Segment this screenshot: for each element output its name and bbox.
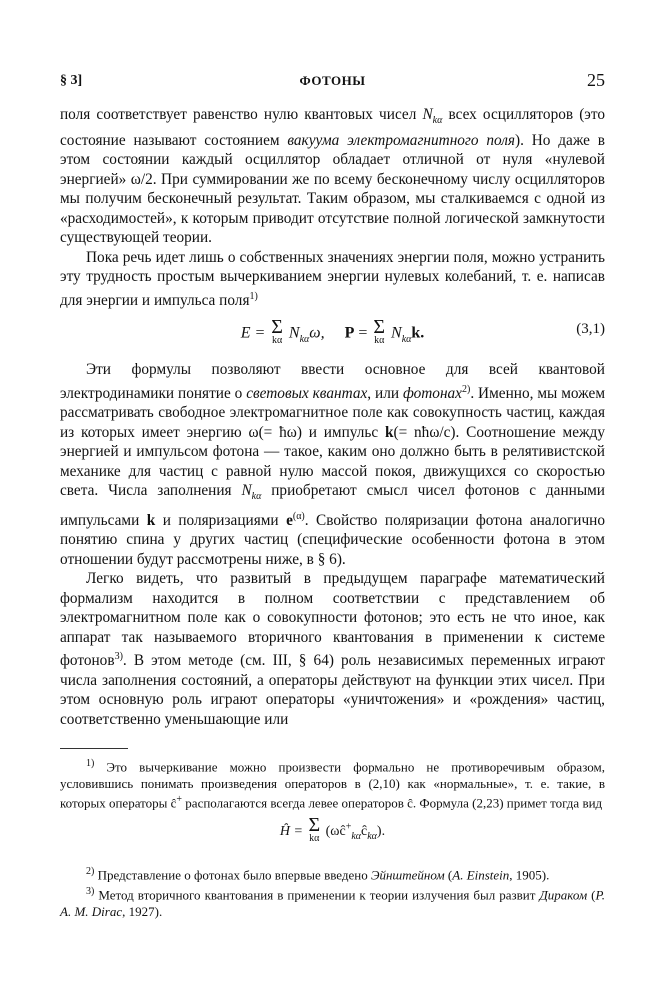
paragraph-4: Легко видеть, что развитый в предыдущем параграфе математический формализм находится в полном соответствии с представлением об электромагнитном поле как о совокупности фотонов; это есть не что иное, как аппарат так называемого вторичного квантования в применении к системе фотонов$^{3)}$. В этом методе (см. III, § 64) роль независимых переменных играют числа заполнения состояний, а операторы действуют на функции этих чисел. При этом основную роль играют операторы «уничтожения» и «рождения» частиц, соответственно уменьшающие или [60,570,605,728]
equation-body: E = Σ kα $N_{k\alpha}\omega$, P = Σ kα $N_{k\alpha}k$. [240,316,425,347]
page-number: 25 [587,70,605,90]
footnote-1-formula: Ĥ = Σ kα $(\omega ĉ^+_{k\alpha}ĉ_{k\alpha})$. [279,814,386,845]
paragraph-3: Эти формулы позволяют ввести основное для всей квантовой электродинамики понятие о световых квантах, или фотонах$^{2)}$. Именно, мы можем рассматривать свободное электромагнитное поле как совокупность частиц, каждая из которых имеет энергию ω(= ħω) и импульс k(= nħω/c). Соотношение между энергией и импульсом фотона — такое, каким оно должно быть в релятивистской механике для частиц с равной нулю массой покоя, движущихся со скоростью света. Числа заполнения $N_{k\alpha}$ приобретают смысл чисел фотонов с данными импульсами k и поляризациями $e^{(\alpha)}$. Свойство поляризации фотона аналогично понятию спина у других частиц (специфические особенности фотона в этом отношении будут рассмотрены ниже, в § 6). [60,361,605,568]
main-text [60,105,605,729]
section-marker: § 3] [60,73,83,88]
footnotes [60,756,605,920]
footnote-2: $^{2)}$ Представление о фотонах было впервые введено Эйнштейном (A. Einstein, 1905). [86,866,550,883]
sum-symbol: Σ kα [271,316,283,347]
running-header [60,70,605,94]
footnote-3: $^{3)}$ Метод вторичного квантования в применении к теории излучения был развит Дираком (P. A. M. Dirac, 1927). [60,885,605,919]
footnote-divider [60,748,128,749]
paragraph-2: Пока речь идет лишь о собственных значениях энергии поля, можно устранить эту трудность простым вычеркиванием энергии нулевых колебаний, т. е. написав для энергии и импульса поля$^{1)}$ [60,248,605,309]
sum-symbol: Σ kα [373,316,386,347]
chapter-title: ФОТОНЫ [299,73,366,88]
paragraph-1: поля соответствует равенство нулю квантовых чисел $N_{k\alpha}$ всех осцилляторов (это состояние называют состоянием вакуума электромагнитного поля). Но даже в этом состоянии каждый осциллятор обладает отличной от нуля «нулевой энергией» ω/2. При суммировании же по всему бесконечному числу осцилляторов мы получим бесконечный результат. Таким образом, мы сталкиваемся с одной из «расходимостей», к которым приводит отсутствие полной логической замкнутости существующей теории. [60,106,605,247]
sum-symbol: Σ kα [308,814,321,845]
equation-number: (3,1) [576,321,605,338]
equation-3-1 [60,310,605,360]
footnote-1: $^{1)}$ Это вычеркивание можно произвести формально не противоречивым образом, условившись понимать произведения операторов в (2,10) как «нормальные», т. е. такие, в которых операторы ĉ+ располагаются всегда левее операторов ĉ. Формула (2,23) примет тогда вид [60,758,605,811]
